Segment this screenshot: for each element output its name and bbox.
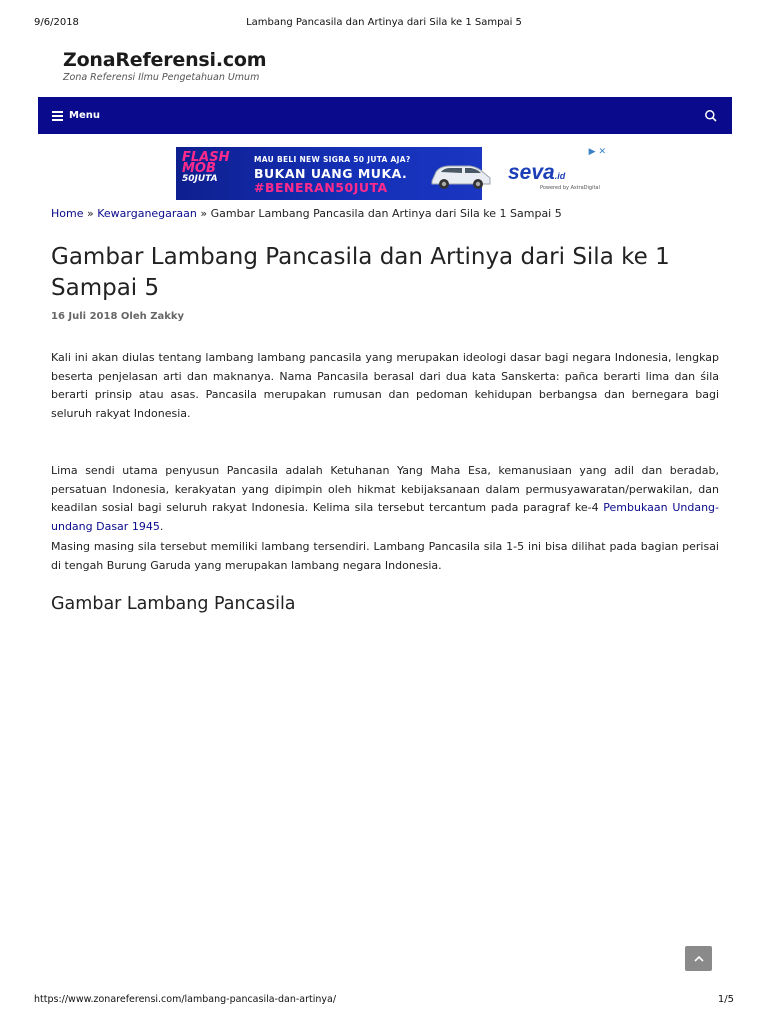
ad-brand-sub: Powered by AstraDigital: [540, 185, 600, 191]
menu-label: Menu: [69, 110, 100, 121]
paragraph-text: Lima sendi utama penyusun Pancasila adalah Ketuhanan Yang Maha Esa, kemanusiaan yang adil dan beradab, persatuan Indonesia, kerakyatan yang dipimpin oleh hikmat kebijaksanaan dalam permusyawaratan/perwakilan, dan keadilan sosial bagi seluruh rakyat Indonesia. Kelima sila tersebut tercantum pada paragraf ke-4: [51, 464, 719, 514]
main-navbar: [38, 97, 732, 134]
menu-button[interactable]: [52, 110, 100, 121]
article-author[interactable]: Zakky: [150, 311, 185, 322]
print-title: Lambang Pancasila dan Artinya dari Sila ke 1 Sampai 5: [246, 17, 522, 28]
print-page-number: 1/5: [717, 994, 734, 1005]
ad-choices-icon[interactable]: ▶ ✕: [588, 147, 606, 157]
article-meta: [51, 311, 184, 322]
article-paragraph: Kali ini akan diulas tentang lambang lambang pancasila yang merupakan ideologi dasar bagi negara Indonesia, lengkap beserta penjelasan arti dan maknanya. Nama Pancasila berasal dari dua kata Sanskerta: pañca berarti lima dan śila berarti prinsip atau asas. Pancasila merupakan rumusan dan pedoman kehidupan berbangsa dan bernegara bagi seluruh rakyat Indonesia.: [51, 351, 719, 420]
breadcrumb-home[interactable]: Home: [51, 207, 84, 220]
ad-flash-line2: MOB: [182, 161, 216, 176]
site-title[interactable]: ZonaReferensi.com: [63, 49, 267, 71]
breadcrumb-category[interactable]: Kewarganegaraan: [97, 207, 197, 220]
site-tagline: Zona Referensi Ilmu Pengetahuan Umum: [63, 72, 260, 83]
ad-flash-line3: 50JUTA: [182, 174, 218, 184]
breadcrumb: [51, 207, 562, 220]
hamburger-icon: [52, 111, 63, 120]
uud-1945-link[interactable]: Pembukaan Undang-undang Dasar 1945: [51, 501, 719, 533]
chevron-up-icon: [694, 955, 704, 963]
article-paragraph: Masing masing sila tersebut memiliki lambang tersendiri. Lambang Pancasila sila 1-5 ini bisa dilihat pada bagian perisai di tengah Burung Garuda yang merupakan lambang negara Indonesia.: [51, 540, 719, 572]
ad-headline: MAU BELI NEW SIGRA 50 JUTA AJA?: [254, 155, 411, 164]
ad-flash-mob-logo: [182, 152, 242, 196]
print-date: 9/6/2018: [34, 17, 79, 28]
breadcrumb-current: Gambar Lambang Pancasila dan Artinya dari Sila ke 1 Sampai 5: [210, 207, 562, 220]
ad-hashtag: #BENERAN50JUTA: [254, 180, 388, 195]
ad-subheadline: BUKAN UANG MUKA.: [254, 166, 408, 181]
section-heading: Gambar Lambang Pancasila: [51, 594, 296, 614]
car-icon: [428, 161, 494, 191]
back-to-top-button[interactable]: [685, 946, 712, 971]
breadcrumb-separator: »: [83, 207, 98, 220]
ad-flash-line1: FLASH: [182, 150, 230, 165]
ad-banner-left: [176, 147, 482, 200]
ad-brand: seva: [508, 161, 555, 184]
search-icon[interactable]: [704, 109, 718, 123]
print-url: https://www.zonareferensi.com/lambang-pancasila-dan-artinya/: [34, 994, 337, 1005]
article-date[interactable]: 16 Juli 2018: [51, 311, 118, 322]
ad-brand-suffix: .id: [554, 171, 566, 181]
ad-brand-logo: [508, 161, 565, 185]
article-title: Gambar Lambang Pancasila dan Artinya dari Sila ke 1 Sampai 5: [51, 244, 670, 301]
breadcrumb-separator: »: [196, 207, 211, 220]
article-by: Oleh: [120, 311, 147, 322]
paragraph-end: .: [159, 519, 164, 533]
article-paragraph: [51, 462, 719, 536]
ad-banner[interactable]: [176, 147, 608, 200]
